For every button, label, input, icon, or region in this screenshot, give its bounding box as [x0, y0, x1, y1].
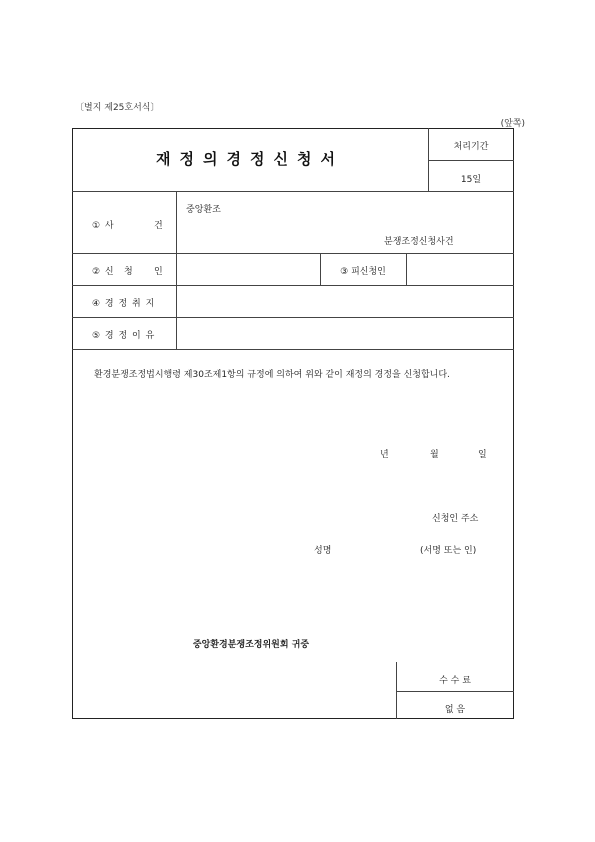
case-label: ① 사 [92, 221, 115, 231]
divider-respondent-label [406, 253, 407, 285]
purpose-field[interactable] [186, 296, 506, 310]
divider-case-bottom [72, 253, 514, 254]
respondent-field[interactable] [412, 264, 508, 278]
applicant-label: ② 신 [92, 267, 115, 277]
form-title: 재정의경정신청서 [156, 150, 344, 168]
case-label-end: 건 [154, 221, 164, 231]
recipient-authority: 중앙환경분쟁조정위원회 귀중 [192, 640, 310, 650]
signature-label: (서명 또는 인) [420, 546, 477, 556]
date-day: 일 [478, 450, 487, 460]
date-month: 월 [430, 450, 439, 460]
case-value-line2[interactable]: 분쟁조정신청사건 [384, 237, 454, 247]
purpose-label: ④ 경 정 취 지 [92, 299, 156, 309]
applicant-address-label: 신청인 주소 [432, 514, 479, 524]
applicant-label-end: 인 [154, 267, 164, 277]
divider-purpose-bottom [72, 317, 514, 318]
page-side-label: (앞쪽) [500, 119, 525, 129]
processing-period-label: 처리기간 [453, 142, 489, 152]
divider-processing [428, 160, 514, 161]
reason-label: ⑤ 경 정 이 유 [92, 331, 156, 341]
divider-label-column [176, 191, 177, 349]
divider-title-bottom [72, 191, 514, 192]
divider-fee [396, 691, 514, 692]
reason-field[interactable] [186, 328, 506, 342]
applicant-field[interactable] [186, 264, 314, 278]
respondent-label: ③ 피신청인 [340, 267, 386, 277]
form-border [72, 128, 514, 719]
name-label: 성명 [314, 546, 332, 556]
divider-applicant-bottom [72, 285, 514, 286]
applicant-label-mid: 청 [124, 267, 134, 277]
case-value-line1[interactable]: 중앙환조 [186, 205, 221, 215]
request-statement: 환경분쟁조정법시행령 제30조제1항의 규정에 의하여 위와 같이 재정의 경정을 신청합니다. [94, 370, 450, 380]
processing-period-value: 15일 [460, 175, 482, 185]
fee-value: 없 음 [444, 705, 466, 715]
date-year: 년 [380, 450, 389, 460]
divider-reason-bottom [72, 349, 514, 350]
fee-label: 수 수 료 [439, 676, 471, 686]
form-number: 〔별지 제25호서식〕 [75, 103, 160, 113]
